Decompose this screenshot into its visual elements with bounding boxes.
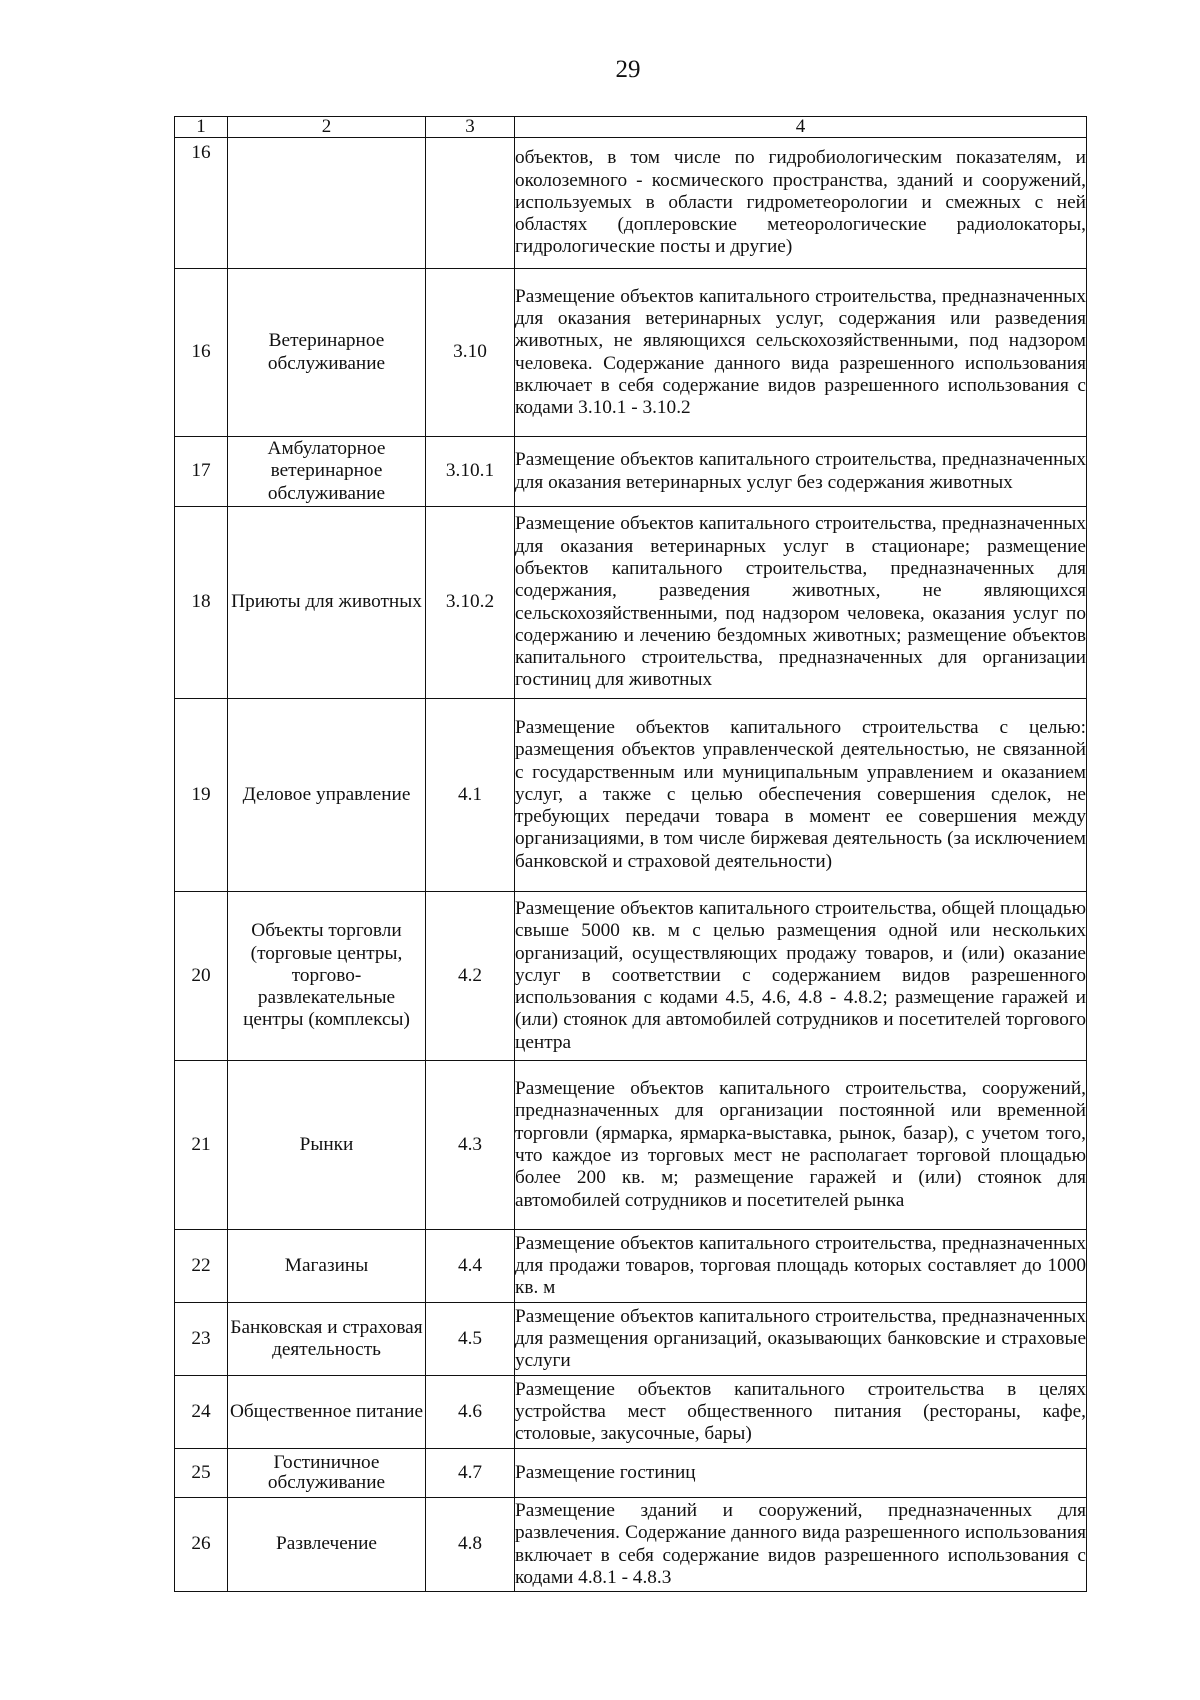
row-number: 19 <box>175 699 228 892</box>
land-use-description: Размещение объектов капитального строительства в целях устройства мест общественного питания (рестораны, кафе, столовые, закусочные, бары) <box>515 1376 1087 1449</box>
land-use-description: Размещение объектов капитального строительства, сооружений, предназначенных для организации постоянной или временной торговли (ярмарка, ярмарка-выставка, рынок, базар), с учетом того, что каждое из торговых мест не располагает торговой площадью более 200 кв. м; размещение гаражей и (или) стоянок для автомобилей сотрудников и посетителей рынка <box>515 1061 1087 1230</box>
table-row <box>175 1376 1087 1449</box>
row-number: 17 <box>175 437 228 507</box>
land-use-code: 4.4 <box>426 1230 515 1303</box>
land-use-name: Банковская и страховая деятельность <box>228 1303 426 1376</box>
land-use-description: Размещение объектов капитального строительства, общей площадью свыше 5000 кв. м с целью размещения одной или нескольких организаций, осуществляющих продажу товаров, и (или) оказание услуг в соответствии с содержанием видов разрешенного использования с кодами 4.5, 4.6, 4.8 - 4.8.2; размещение гаражей и (или) стоянок для автомобилей сотрудников и посетителей торгового центра <box>515 892 1087 1061</box>
row-number: 25 <box>175 1449 228 1498</box>
land-use-name: Приюты для животных <box>228 507 426 699</box>
table-row <box>175 437 1087 507</box>
table-row <box>175 1061 1087 1230</box>
land-use-name: Рынки <box>228 1061 426 1230</box>
row-number: 21 <box>175 1061 228 1230</box>
land-use-code: 4.7 <box>426 1449 515 1498</box>
land-use-code: 3.10 <box>426 269 515 437</box>
land-use-description: Размещение объектов капитального строительства с целью: размещения объектов управленческой деятельностью, не связанной с государственным или муниципальным управлением и оказанием услуг, а также с целью обеспечения совершения сделок, не требующих передачи товара в момент ее совершения между организациями, в том числе биржевая деятельность (за исключением банковской и страховой деятельности) <box>515 699 1087 892</box>
land-use-description: Размещение гостиниц <box>515 1449 1087 1498</box>
table-row <box>175 1230 1087 1303</box>
land-use-code: 3.10.1 <box>426 437 515 507</box>
land-use-code: 4.3 <box>426 1061 515 1230</box>
land-use-description: Размещение зданий и сооружений, предназначенных для развлечения. Содержание данного вида разрешенного использования включает в себя содержание видов разрешенного использования с кодами 4.8.1 - 4.8.3 <box>515 1498 1087 1592</box>
land-use-name: Амбулаторное ветеринарное обслуживание <box>228 437 426 507</box>
column-header-2: 2 <box>228 117 426 138</box>
table-row <box>175 269 1087 437</box>
land-use-name: Магазины <box>228 1230 426 1303</box>
land-use-name <box>228 138 426 269</box>
land-use-code: 4.1 <box>426 699 515 892</box>
row-number: 20 <box>175 892 228 1061</box>
land-use-code: 3.10.2 <box>426 507 515 699</box>
land-use-name: Общественное питание <box>228 1376 426 1449</box>
land-use-description: Размещение объектов капитального строительства, предназначенных для оказания ветеринарных услуг, содержания или разведения животных, не являющихся сельскохозяйственными, под надзором человека. Содержание данного вида разрешенного использования включает в себя содержание видов разрешенного использования с кодами 3.10.1 - 3.10.2 <box>515 269 1087 437</box>
column-header-4: 4 <box>515 117 1087 138</box>
table-row <box>175 138 1087 269</box>
row-number: 24 <box>175 1376 228 1449</box>
table-row <box>175 699 1087 892</box>
land-use-name: Ветеринарное обслуживание <box>228 269 426 437</box>
table-header-row <box>175 117 1087 138</box>
land-use-code <box>426 138 515 269</box>
land-use-description: Размещение объектов капитального строительства, предназначенных для размещения организаций, оказывающих банковские и страховые услуги <box>515 1303 1087 1376</box>
land-use-name: Деловое управление <box>228 699 426 892</box>
row-number: 26 <box>175 1498 228 1592</box>
row-number: 18 <box>175 507 228 699</box>
table-row <box>175 1449 1087 1498</box>
land-use-description: Размещение объектов капитального строительства, предназначенных для продажи товаров, торговая площадь которых составляет до 1000 кв. м <box>515 1230 1087 1303</box>
table-row <box>175 507 1087 699</box>
page-number: 29 <box>615 56 641 83</box>
land-use-description: объектов, в том числе по гидробиологическим показателям, и околоземного - космического пространства, зданий и сооружений, используемых в области гидрометеорологии и смежных с ней областях (доплеровские метеорологические радиолокаторы, гидрологические посты и другие) <box>515 138 1087 269</box>
row-number: 22 <box>175 1230 228 1303</box>
row-number: 16 <box>175 138 228 269</box>
row-number: 23 <box>175 1303 228 1376</box>
table-row <box>175 1498 1087 1592</box>
land-use-code: 4.8 <box>426 1498 515 1592</box>
land-use-name: Развлечение <box>228 1498 426 1592</box>
land-use-description: Размещение объектов капитального строительства, предназначенных для оказания ветеринарных услуг без содержания животных <box>515 437 1087 507</box>
column-header-1: 1 <box>175 117 228 138</box>
land-use-name: Гостиничное обслуживание <box>228 1449 426 1498</box>
land-use-table <box>174 116 1087 1592</box>
row-number: 16 <box>175 269 228 437</box>
land-use-name: Объекты торговли (торговые центры, торгово-развлекательные центры (комплексы) <box>228 892 426 1061</box>
table-row <box>175 1303 1087 1376</box>
column-header-3: 3 <box>426 117 515 138</box>
land-use-code: 4.5 <box>426 1303 515 1376</box>
land-use-code: 4.6 <box>426 1376 515 1449</box>
land-use-code: 4.2 <box>426 892 515 1061</box>
table-row <box>175 892 1087 1061</box>
land-use-description: Размещение объектов капитального строительства, предназначенных для оказания ветеринарных услуг в стационаре; размещение объектов капитального строительства, предназначенных для содержания, разведения животных, не являющихся сельскохозяйственными, под надзором человека, оказания услуг по содержанию и лечению бездомных животных; размещение объектов капитального строительства, предназначенных для организации гостиниц для животных <box>515 507 1087 699</box>
